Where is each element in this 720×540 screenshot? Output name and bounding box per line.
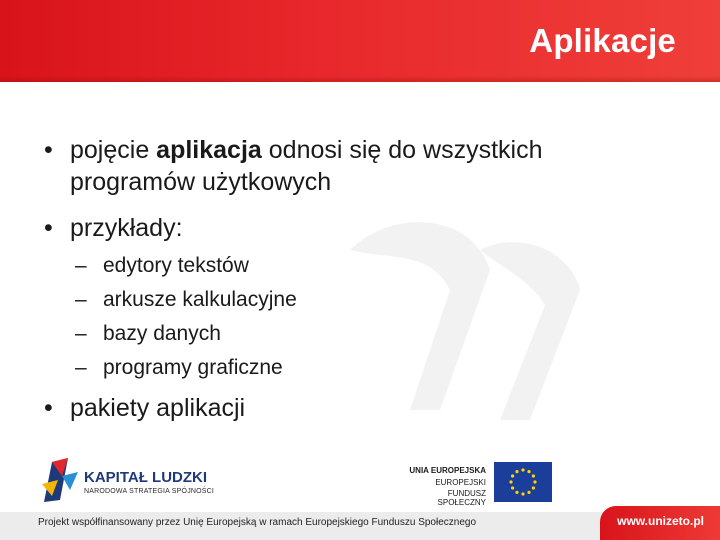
- kapital-ludzki-subtitle: NARODOWA STRATEGIA SPÓJNOŚCI: [84, 488, 215, 495]
- sub-item-text: arkusze kalkulacyjne: [103, 288, 297, 311]
- dash-glyph: –: [75, 288, 87, 311]
- kapital-ludzki-title: KAPITAŁ LUDZKI: [84, 469, 208, 486]
- bullet-text-bold: aplikacja: [156, 136, 262, 164]
- sub-item-text: programy graficzne: [103, 356, 283, 379]
- ue-line-1: UNIA EUROPEJSKA: [409, 466, 486, 475]
- eu-flag-icon: [494, 462, 552, 502]
- footer-url[interactable]: www.unizeto.pl: [617, 514, 704, 528]
- ue-line-3: FUNDUSZ SPOŁECZNY: [437, 489, 486, 507]
- slide-title: Aplikacje: [529, 22, 676, 59]
- dash-glyph: –: [75, 322, 87, 345]
- sub-item-text: bazy danych: [103, 322, 221, 345]
- bullet-text: [70, 134, 543, 198]
- sub-item-text: edytory tekstów: [103, 254, 249, 277]
- bullet-text-before: pojęcie: [70, 136, 157, 164]
- footer-project-text: Projekt współfinansowany przez Unię Europejską w ramach Europejskiego Funduszu Społecznego: [38, 517, 477, 528]
- bullet-dot: •: [44, 214, 53, 242]
- bullet-dot: •: [44, 136, 53, 164]
- bullet-text-after: odnosi się do wszystkich: [261, 136, 543, 164]
- ue-line-2: EUROPEJSKI: [435, 478, 486, 487]
- dash-glyph: –: [75, 254, 87, 277]
- dash-glyph: –: [75, 356, 87, 379]
- bullet-dot: •: [44, 394, 53, 422]
- bullet-text: pakiety aplikacji: [70, 394, 246, 422]
- kapital-ludzki-logo: [38, 456, 90, 504]
- bullet-text: przykłady:: [70, 214, 183, 242]
- bullet-text-line2: programów użytkowych: [70, 168, 332, 196]
